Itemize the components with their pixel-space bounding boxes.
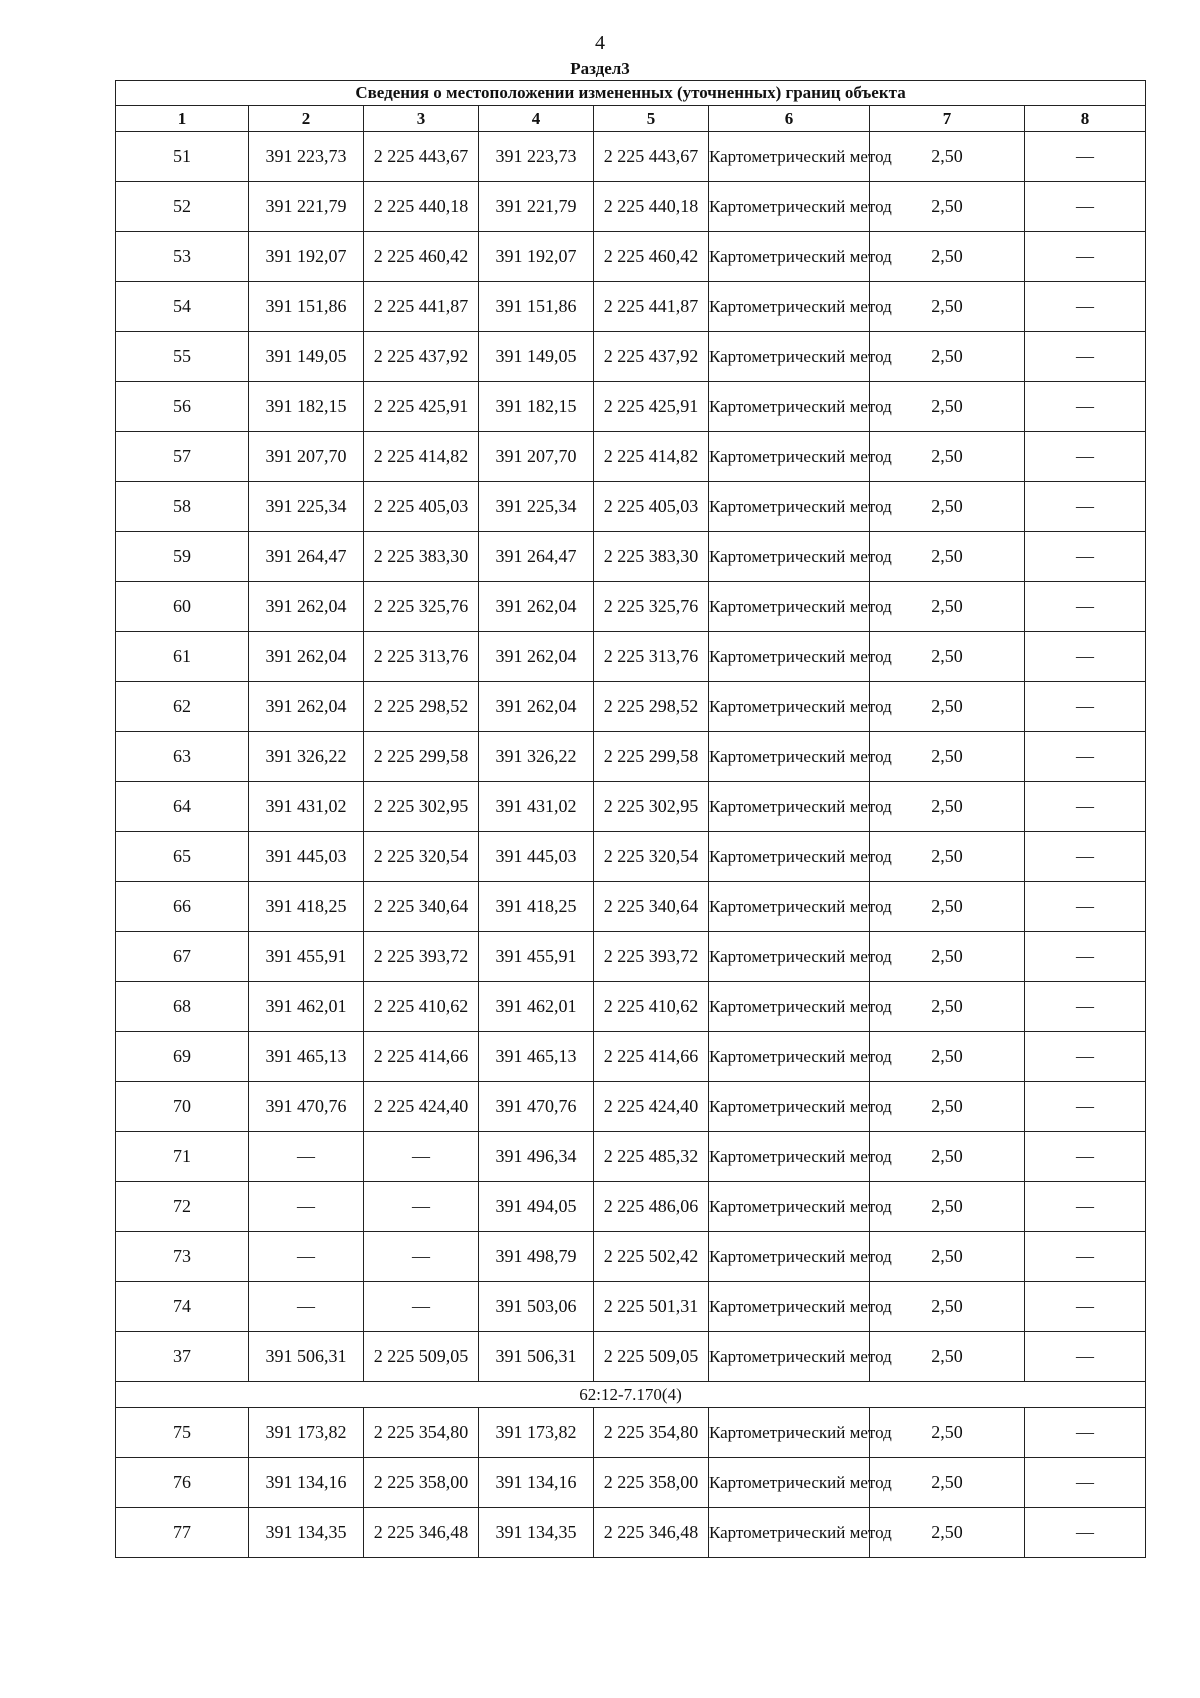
table-cell-col-4: 391 192,07 — [479, 232, 594, 282]
table-cell-col-5: 2 225 424,40 — [594, 1082, 709, 1132]
table-cell-col-1: 74 — [116, 1282, 249, 1332]
table-cell-col-3: 2 225 425,91 — [364, 382, 479, 432]
table-row — [116, 282, 1146, 332]
table-row — [116, 532, 1146, 582]
table-cell-col-6: Картометрический метод — [709, 832, 870, 882]
table-cell-col-7: 2,50 — [870, 232, 1025, 282]
table-cell-col-1: 63 — [116, 732, 249, 782]
table-cell-col-2: 391 221,79 — [249, 182, 364, 232]
table-cell-col-8: — — [1025, 1458, 1146, 1508]
table-cell-col-3: 2 225 313,76 — [364, 632, 479, 682]
table-cell-col-1: 71 — [116, 1132, 249, 1182]
table-cell-col-4: 391 221,79 — [479, 182, 594, 232]
table-cell-col-8: — — [1025, 882, 1146, 932]
section-title: Раздел3 — [570, 59, 630, 78]
column-header: 1 — [116, 106, 249, 132]
table-cell-col-1: 52 — [116, 182, 249, 232]
table-cell-col-6: Картометрический метод — [709, 1132, 870, 1182]
table-cell-col-6: Картометрический метод — [709, 432, 870, 482]
table-cell-col-5: 2 225 298,52 — [594, 682, 709, 732]
table-row — [116, 882, 1146, 932]
table-row — [116, 332, 1146, 382]
table-cell-col-6: Картометрический метод — [709, 182, 870, 232]
table-cell-col-5: 2 225 440,18 — [594, 182, 709, 232]
table-cell-col-5: 2 225 414,66 — [594, 1032, 709, 1082]
table-cell-col-8: — — [1025, 982, 1146, 1032]
table-row — [116, 1508, 1146, 1558]
table-cell-col-5: 2 225 441,87 — [594, 282, 709, 332]
table-cell-col-2: 391 462,01 — [249, 982, 364, 1032]
column-header: 3 — [364, 106, 479, 132]
table-cell-col-1: 68 — [116, 982, 249, 1032]
table-cell-col-5: 2 225 443,67 — [594, 132, 709, 182]
table-cell-col-7: 2,50 — [870, 1132, 1025, 1182]
table-cell-col-1: 51 — [116, 132, 249, 182]
table-cell-col-3: 2 225 358,00 — [364, 1458, 479, 1508]
table-cell-col-1: 58 — [116, 482, 249, 532]
table-cell-col-6: Картометрический метод — [709, 132, 870, 182]
table-cell-col-1: 69 — [116, 1032, 249, 1082]
table-cell-col-1: 61 — [116, 632, 249, 682]
table-cell-col-3: 2 225 393,72 — [364, 932, 479, 982]
table-cell-col-3: 2 225 414,82 — [364, 432, 479, 482]
table-cell-col-7: 2,50 — [870, 1082, 1025, 1132]
table-cell-col-1: 76 — [116, 1458, 249, 1508]
table-cell-col-3: 2 225 354,80 — [364, 1408, 479, 1458]
table-cell-col-4: 391 496,34 — [479, 1132, 594, 1182]
table-row — [116, 1132, 1146, 1182]
table-cell-col-5: 2 225 410,62 — [594, 982, 709, 1032]
table-cell-col-2: 391 262,04 — [249, 632, 364, 682]
table-cell-col-5: 2 225 302,95 — [594, 782, 709, 832]
table-cell-col-7: 2,50 — [870, 332, 1025, 382]
table-cell-col-7: 2,50 — [870, 532, 1025, 582]
table-cell-col-1: 67 — [116, 932, 249, 982]
table-cell-col-5: 2 225 393,72 — [594, 932, 709, 982]
table-cell-col-6: Картометрический метод — [709, 282, 870, 332]
table-cell-col-4: 391 182,15 — [479, 382, 594, 432]
table-row — [116, 1408, 1146, 1458]
table-cell-col-5: 2 225 346,48 — [594, 1508, 709, 1558]
table-cell-col-7: 2,50 — [870, 432, 1025, 482]
table-row — [116, 982, 1146, 1032]
table-cell-col-7: 2,50 — [870, 632, 1025, 682]
table-cell-col-8: — — [1025, 1132, 1146, 1182]
table-cell-col-7: 2,50 — [870, 682, 1025, 732]
table-cell-col-8: — — [1025, 182, 1146, 232]
table-cell-col-1: 65 — [116, 832, 249, 882]
table-cell-col-6: Картометрический метод — [709, 532, 870, 582]
table-cell-col-6: Картометрический метод — [709, 1232, 870, 1282]
table-cell-col-6: Картометрический метод — [709, 382, 870, 432]
table-cell-col-5: 2 225 485,32 — [594, 1132, 709, 1182]
table-cell-col-4: 391 470,76 — [479, 1082, 594, 1132]
table-row — [116, 582, 1146, 632]
table-cell-col-5: 2 225 502,42 — [594, 1232, 709, 1282]
column-header: 7 — [870, 106, 1025, 132]
table-cell-col-7: 2,50 — [870, 482, 1025, 532]
table-row — [116, 732, 1146, 782]
table-cell-col-1: 60 — [116, 582, 249, 632]
table-cell-col-3: 2 225 346,48 — [364, 1508, 479, 1558]
table-cell-col-7: 2,50 — [870, 1182, 1025, 1232]
table-row — [116, 1082, 1146, 1132]
table-caption: Сведения о местоположении измененных (уточненных) границ объекта — [116, 81, 1146, 106]
table-cell-col-4: 391 506,31 — [479, 1332, 594, 1382]
table-cell-col-4: 391 431,02 — [479, 782, 594, 832]
table-cell-col-3: 2 225 440,18 — [364, 182, 479, 232]
table-row — [116, 782, 1146, 832]
table-cell-col-4: 391 465,13 — [479, 1032, 594, 1082]
table-cell-col-4: 391 498,79 — [479, 1232, 594, 1282]
table-cell-col-5: 2 225 320,54 — [594, 832, 709, 882]
table-cell-col-6: Картометрический метод — [709, 582, 870, 632]
table-cell-col-4: 391 326,22 — [479, 732, 594, 782]
table-cell-col-4: 391 503,06 — [479, 1282, 594, 1332]
table-cell-col-8: — — [1025, 532, 1146, 582]
table-cell-col-4: 391 262,04 — [479, 682, 594, 732]
table-cell-col-8: — — [1025, 382, 1146, 432]
table-cell-col-3: 2 225 460,42 — [364, 232, 479, 282]
table-cell-col-7: 2,50 — [870, 132, 1025, 182]
table-cell-col-4: 391 173,82 — [479, 1408, 594, 1458]
table-cell-col-2: 391 262,04 — [249, 682, 364, 732]
table-cell-col-8: — — [1025, 132, 1146, 182]
table-cell-col-3: 2 225 441,87 — [364, 282, 479, 332]
column-header: 8 — [1025, 106, 1146, 132]
table-cell-col-4: 391 455,91 — [479, 932, 594, 982]
table-cell-col-7: 2,50 — [870, 1282, 1025, 1332]
table-cell-col-5: 2 225 358,00 — [594, 1458, 709, 1508]
table-cell-col-7: 2,50 — [870, 1408, 1025, 1458]
table-cell-col-8: — — [1025, 482, 1146, 532]
table-cell-col-5: 2 225 486,06 — [594, 1182, 709, 1232]
table-cell-col-2: 391 192,07 — [249, 232, 364, 282]
table-cell-col-1: 37 — [116, 1332, 249, 1382]
table-cell-col-2: 391 223,73 — [249, 132, 364, 182]
table-row — [116, 432, 1146, 482]
table-cell-col-5: 2 225 313,76 — [594, 632, 709, 682]
table-cell-col-5: 2 225 437,92 — [594, 332, 709, 382]
table-row — [116, 1032, 1146, 1082]
table-row — [116, 132, 1146, 182]
table-cell-col-2: — — [249, 1132, 364, 1182]
table-cell-col-6: Картометрический метод — [709, 332, 870, 382]
table-cell-col-3: 2 225 383,30 — [364, 532, 479, 582]
table-cell-col-5: 2 225 325,76 — [594, 582, 709, 632]
table-cell-col-2: 391 470,76 — [249, 1082, 364, 1132]
table-cell-col-4: 391 262,04 — [479, 582, 594, 632]
table-cell-col-6: Картометрический метод — [709, 482, 870, 532]
table-cell-col-7: 2,50 — [870, 182, 1025, 232]
table-cell-col-3: — — [364, 1232, 479, 1282]
table-cell-col-6: Картометрический метод — [709, 1082, 870, 1132]
table-cell-col-7: 2,50 — [870, 782, 1025, 832]
table-cell-col-6: Картометрический метод — [709, 1032, 870, 1082]
table-cell-col-5: 2 225 405,03 — [594, 482, 709, 532]
table-cell-col-6: Картометрический метод — [709, 632, 870, 682]
table-cell-col-3: 2 225 325,76 — [364, 582, 479, 632]
table-cell-col-8: — — [1025, 1282, 1146, 1332]
table-cell-col-7: 2,50 — [870, 932, 1025, 982]
table-row — [116, 232, 1146, 282]
table-row — [116, 1232, 1146, 1282]
table-row — [116, 1332, 1146, 1382]
table-cell-col-2: 391 225,34 — [249, 482, 364, 532]
column-header: 6 — [709, 106, 870, 132]
table-cell-col-3: 2 225 509,05 — [364, 1332, 479, 1382]
table-cell-col-7: 2,50 — [870, 1458, 1025, 1508]
table-cell-col-1: 75 — [116, 1408, 249, 1458]
table-cell-col-2: 391 445,03 — [249, 832, 364, 882]
table-cell-col-4: 391 134,35 — [479, 1508, 594, 1558]
table-cell-col-5: 2 225 425,91 — [594, 382, 709, 432]
table-cell-col-5: 2 225 340,64 — [594, 882, 709, 932]
table-cell-col-3: — — [364, 1182, 479, 1232]
table-cell-col-4: 391 223,73 — [479, 132, 594, 182]
table-cell-col-8: — — [1025, 1408, 1146, 1458]
table-cell-col-8: — — [1025, 1508, 1146, 1558]
table-cell-col-6: Картометрический метод — [709, 1182, 870, 1232]
table-cell-col-2: 391 262,04 — [249, 582, 364, 632]
table-cell-col-1: 55 — [116, 332, 249, 382]
table-cell-col-8: — — [1025, 1332, 1146, 1382]
table-row — [116, 932, 1146, 982]
table-cell-col-4: 391 418,25 — [479, 882, 594, 932]
table-cell-col-8: — — [1025, 1032, 1146, 1082]
table-cell-col-5: 2 225 509,05 — [594, 1332, 709, 1382]
table-cell-col-3: 2 225 443,67 — [364, 132, 479, 182]
table-row — [116, 1182, 1146, 1232]
page-number: 4 — [595, 32, 605, 54]
table-cell-col-4: 391 151,86 — [479, 282, 594, 332]
table-cell-col-1: 64 — [116, 782, 249, 832]
table-cell-col-3: 2 225 302,95 — [364, 782, 479, 832]
table-row — [116, 832, 1146, 882]
table-row — [116, 1282, 1146, 1332]
table-cell-col-2: 391 134,16 — [249, 1458, 364, 1508]
table-cell-col-5: 2 225 383,30 — [594, 532, 709, 582]
table-cell-col-3: — — [364, 1282, 479, 1332]
table-cell-col-3: 2 225 320,54 — [364, 832, 479, 882]
table-cell-col-8: — — [1025, 282, 1146, 332]
table-cell-col-6: Картометрический метод — [709, 782, 870, 832]
table-cell-col-3: 2 225 299,58 — [364, 732, 479, 782]
table-cell-col-7: 2,50 — [870, 832, 1025, 882]
table-cell-col-6: Картометрический метод — [709, 982, 870, 1032]
table-row — [116, 632, 1146, 682]
boundary-coordinates-table — [115, 80, 1146, 1558]
table-cell-col-4: 391 262,04 — [479, 632, 594, 682]
table-cell-col-3: — — [364, 1132, 479, 1182]
table-cell-col-1: 62 — [116, 682, 249, 732]
table-cell-col-6: Картометрический метод — [709, 1458, 870, 1508]
table-cell-col-8: — — [1025, 782, 1146, 832]
table-cell-col-8: — — [1025, 932, 1146, 982]
table-cell-col-2: 391 418,25 — [249, 882, 364, 932]
table-cell-col-5: 2 225 501,31 — [594, 1282, 709, 1332]
table-cell-col-7: 2,50 — [870, 732, 1025, 782]
table-cell-col-3: 2 225 405,03 — [364, 482, 479, 532]
table-row — [116, 182, 1146, 232]
table-cell-col-6: Картометрический метод — [709, 232, 870, 282]
table-cell-col-8: — — [1025, 632, 1146, 682]
table-cell-col-5: 2 225 299,58 — [594, 732, 709, 782]
table-cell-col-1: 73 — [116, 1232, 249, 1282]
table-cell-col-8: — — [1025, 682, 1146, 732]
table-cell-col-6: Картометрический метод — [709, 1332, 870, 1382]
table-cell-col-5: 2 225 414,82 — [594, 432, 709, 482]
table-cell-col-7: 2,50 — [870, 1032, 1025, 1082]
table-cell-col-3: 2 225 437,92 — [364, 332, 479, 382]
table-cell-col-4: 391 462,01 — [479, 982, 594, 1032]
table-cell-col-4: 391 445,03 — [479, 832, 594, 882]
table-cell-col-5: 2 225 460,42 — [594, 232, 709, 282]
table-cell-col-7: 2,50 — [870, 1332, 1025, 1382]
table-cell-col-1: 77 — [116, 1508, 249, 1558]
table-cell-col-4: 391 225,34 — [479, 482, 594, 532]
table-cell-col-5: 2 225 354,80 — [594, 1408, 709, 1458]
table-cell-col-4: 391 264,47 — [479, 532, 594, 582]
table-cell-col-8: — — [1025, 732, 1146, 782]
table-cell-col-4: 391 494,05 — [479, 1182, 594, 1232]
group-label-row — [116, 1382, 1146, 1408]
table-cell-col-2: 391 264,47 — [249, 532, 364, 582]
table-cell-col-1: 70 — [116, 1082, 249, 1132]
table-cell-col-7: 2,50 — [870, 982, 1025, 1032]
table-cell-col-7: 2,50 — [870, 1232, 1025, 1282]
table-cell-col-4: 391 149,05 — [479, 332, 594, 382]
table-cell-col-1: 66 — [116, 882, 249, 932]
table-body — [116, 132, 1146, 1558]
table-cell-col-2: 391 182,15 — [249, 382, 364, 432]
table-cell-col-2: 391 173,82 — [249, 1408, 364, 1458]
table-cell-col-3: 2 225 424,40 — [364, 1082, 479, 1132]
table-cell-col-8: — — [1025, 1082, 1146, 1132]
table-cell-col-6: Картометрический метод — [709, 682, 870, 732]
table-cell-col-2: 391 149,05 — [249, 332, 364, 382]
table-cell-col-8: — — [1025, 432, 1146, 482]
table-cell-col-1: 59 — [116, 532, 249, 582]
table-cell-col-6: Картометрический метод — [709, 932, 870, 982]
table-cell-col-4: 391 207,70 — [479, 432, 594, 482]
column-header: 4 — [479, 106, 594, 132]
table-cell-col-1: 56 — [116, 382, 249, 432]
table-cell-col-7: 2,50 — [870, 882, 1025, 932]
table-row — [116, 382, 1146, 432]
table-row — [116, 1458, 1146, 1508]
table-cell-col-4: 391 134,16 — [479, 1458, 594, 1508]
table-cell-col-1: 72 — [116, 1182, 249, 1232]
group-label: 62:12-7.170(4) — [116, 1382, 1146, 1408]
table-cell-col-8: — — [1025, 332, 1146, 382]
table-cell-col-3: 2 225 298,52 — [364, 682, 479, 732]
table-cell-col-2: 391 151,86 — [249, 282, 364, 332]
table-cell-col-1: 53 — [116, 232, 249, 282]
table-cell-col-8: — — [1025, 232, 1146, 282]
table-cell-col-3: 2 225 410,62 — [364, 982, 479, 1032]
table-cell-col-7: 2,50 — [870, 1508, 1025, 1558]
table-row — [116, 682, 1146, 732]
table-cell-col-1: 54 — [116, 282, 249, 332]
table-cell-col-2: 391 326,22 — [249, 732, 364, 782]
table-cell-col-6: Картометрический метод — [709, 1508, 870, 1558]
table-cell-col-8: — — [1025, 1232, 1146, 1282]
table-cell-col-7: 2,50 — [870, 382, 1025, 432]
table-cell-col-3: 2 225 414,66 — [364, 1032, 479, 1082]
table-cell-col-1: 57 — [116, 432, 249, 482]
table-cell-col-2: 391 134,35 — [249, 1508, 364, 1558]
table-cell-col-6: Картометрический метод — [709, 1282, 870, 1332]
table-cell-col-6: Картометрический метод — [709, 732, 870, 782]
table-cell-col-3: 2 225 340,64 — [364, 882, 479, 932]
table-cell-col-2: 391 207,70 — [249, 432, 364, 482]
table-cell-col-2: — — [249, 1182, 364, 1232]
table-cell-col-2: 391 465,13 — [249, 1032, 364, 1082]
table-cell-col-2: 391 431,02 — [249, 782, 364, 832]
table-cell-col-6: Картометрический метод — [709, 882, 870, 932]
column-header: 2 — [249, 106, 364, 132]
table-row — [116, 482, 1146, 532]
table-cell-col-6: Картометрический метод — [709, 1408, 870, 1458]
table-cell-col-2: — — [249, 1282, 364, 1332]
table-cell-col-2: 391 506,31 — [249, 1332, 364, 1382]
column-header: 5 — [594, 106, 709, 132]
table-cell-col-8: — — [1025, 582, 1146, 632]
table-cell-col-7: 2,50 — [870, 582, 1025, 632]
table-cell-col-7: 2,50 — [870, 282, 1025, 332]
table-cell-col-2: 391 455,91 — [249, 932, 364, 982]
table-cell-col-2: — — [249, 1232, 364, 1282]
table-cell-col-8: — — [1025, 1182, 1146, 1232]
table-cell-col-8: — — [1025, 832, 1146, 882]
